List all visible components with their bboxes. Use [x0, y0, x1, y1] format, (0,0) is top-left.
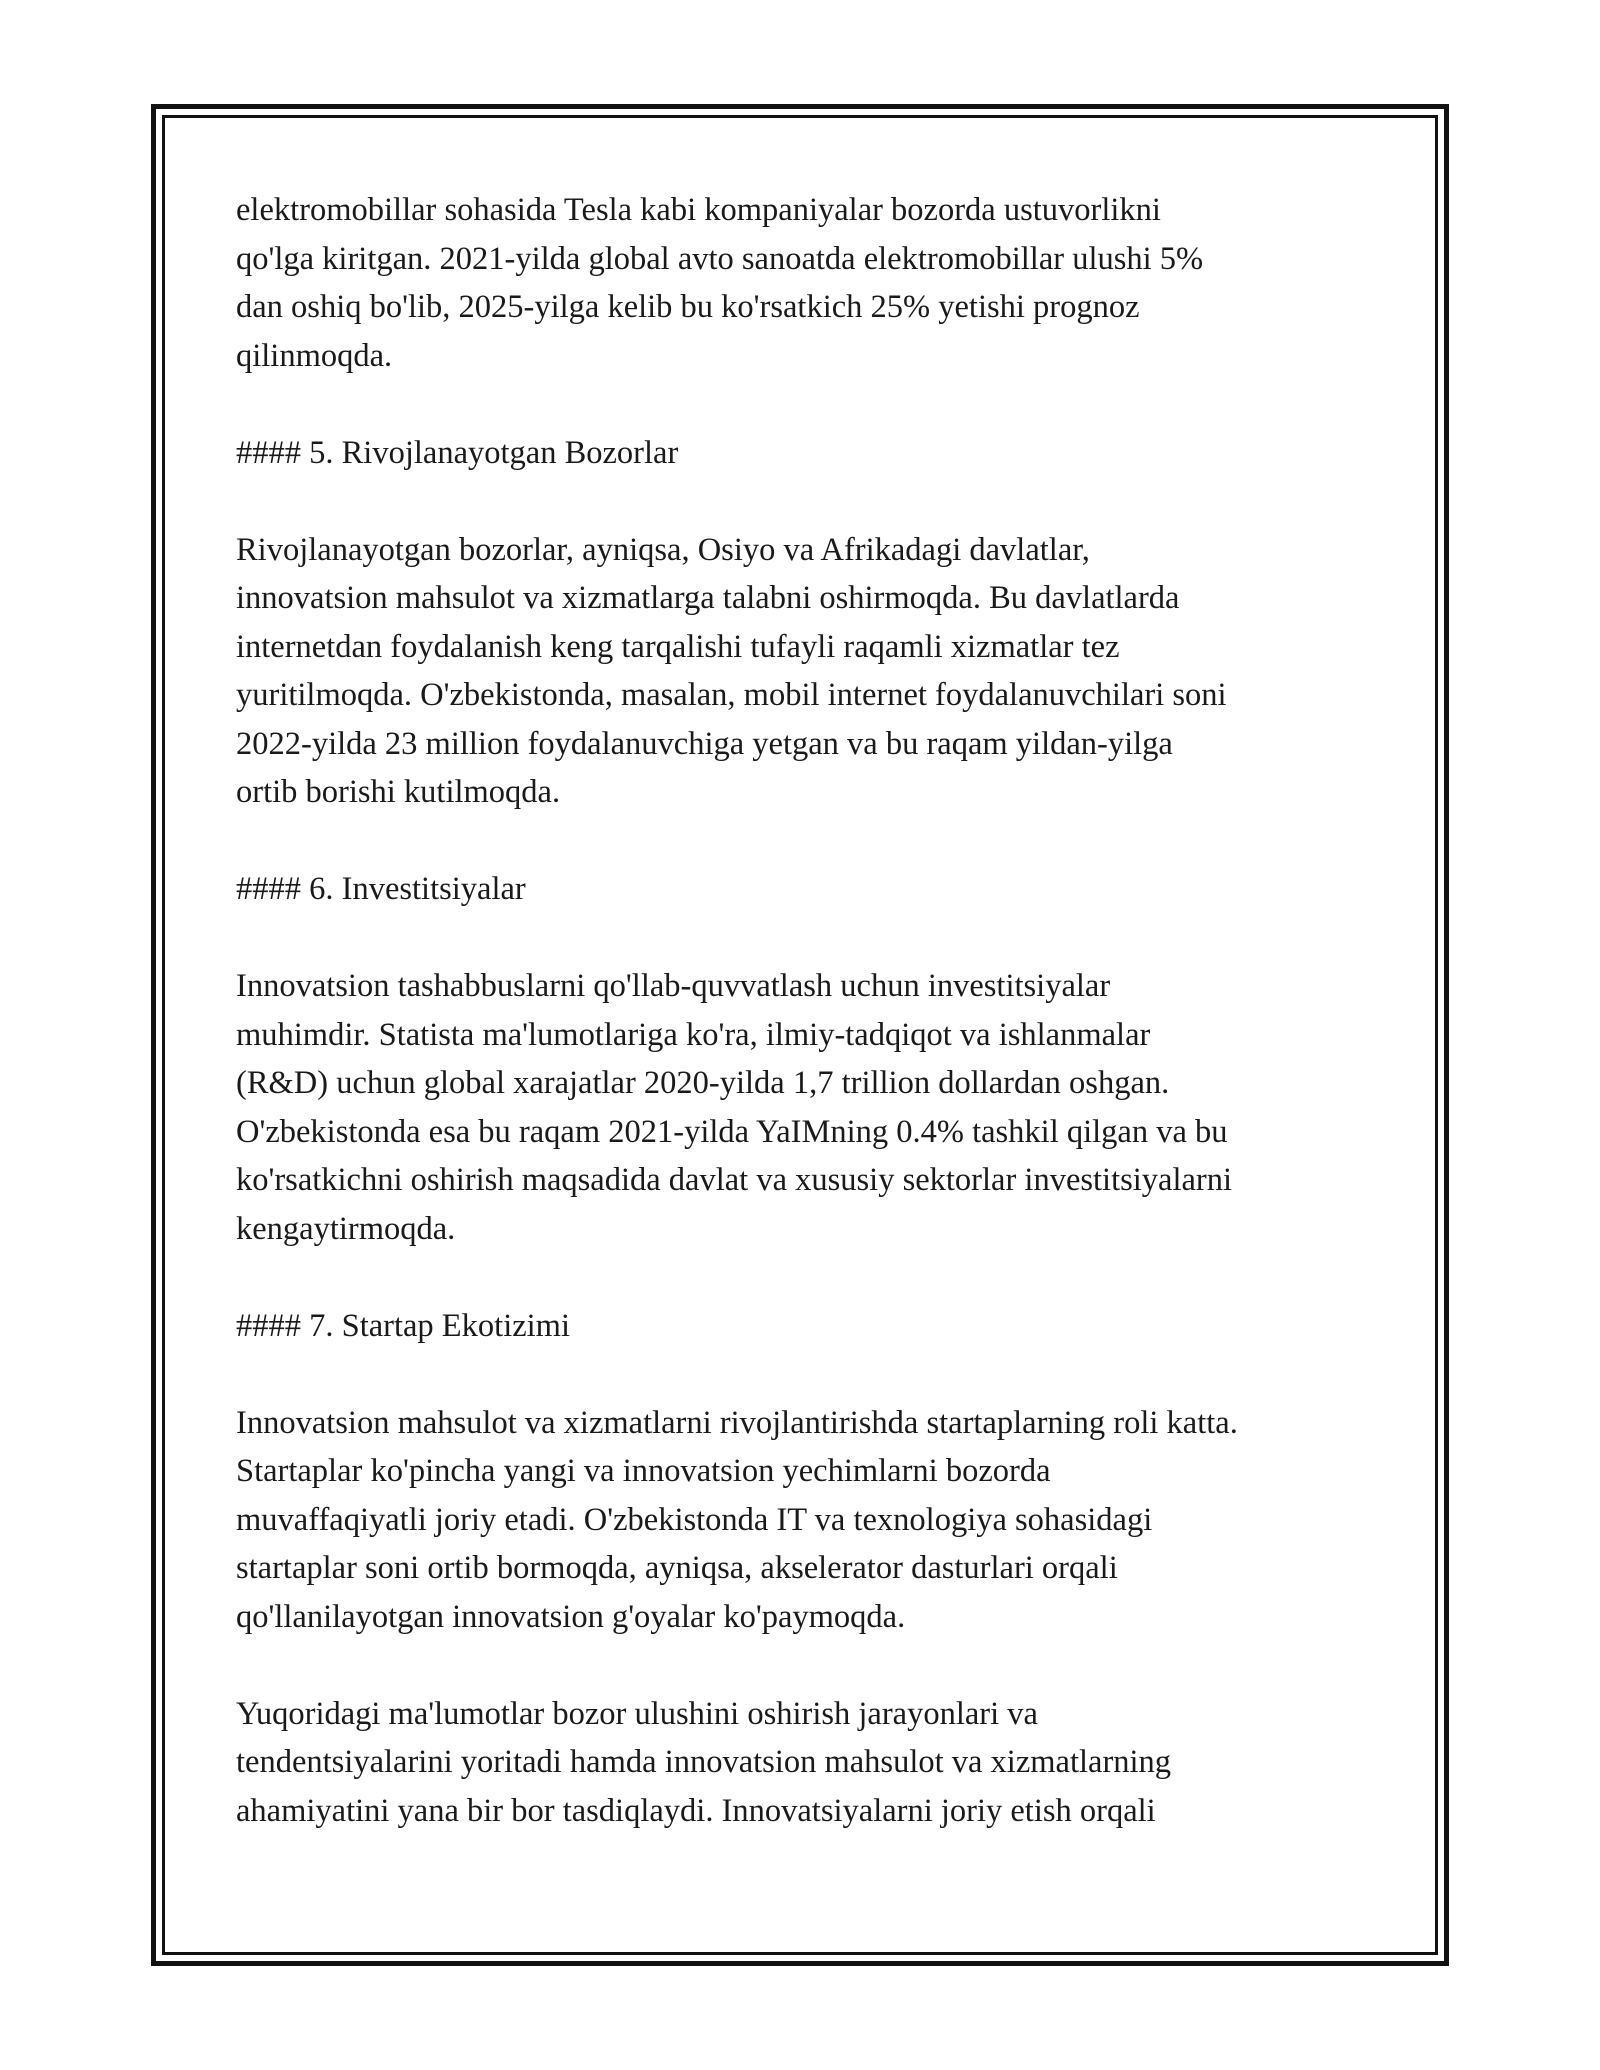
text-line: ahamiyatini yana bir bor tasdiqlaydi. Innovatsiyalarni joriy etish orqali — [236, 1792, 1156, 1829]
text-line: ortib borishi kutilmoqda. — [236, 774, 561, 810]
text-line: Rivojlanayotgan bozorlar, ayniqsa, Osiyo va Afrikadagi davlatlar, — [236, 531, 1090, 568]
section-heading-7: #### 7. Startap Ekotizimi — [236, 1307, 570, 1344]
text-line: qo'lga kiritgan. 2021-yilda global avto sanoatda elektromobillar ulushi 5% — [236, 240, 1204, 277]
text-line: ko'rsatkichni oshirish maqsadida davlat va xususiy sektorlar investitsiyalarni — [236, 1162, 1233, 1198]
text-line: elektromobillar sohasida Tesla kabi kompaniyalar bozorda ustuvorlikni — [236, 192, 1161, 228]
text-line: Yuqoridagi ma'lumotlar bozor ulushini oshirish jarayonlari va — [236, 1695, 1038, 1732]
text-line: Innovatsion tashabbuslarni qo'llab-quvvatlash uchun investitsiyalar — [236, 968, 1111, 1004]
text-line: internetdan foydalanish keng tarqalishi tufayli raqamli xizmatlar tez — [236, 628, 1120, 665]
paragraph-startup-ecosystem — [236, 1399, 1376, 1642]
text-line: 2022-yilda 23 million foydalanuvchiga yetgan va bu raqam yildan-yilga — [236, 725, 1173, 762]
text-line: O'zbekistonda esa bu raqam 2021-yilda YaIMning 0.4% tashkil qilgan va bu — [236, 1113, 1228, 1150]
paragraph-emerging-markets — [236, 526, 1376, 817]
section-heading-6: #### 6. Investitsiyalar — [236, 871, 526, 907]
text-line: tendentsiyalarini yoritadi hamda innovatsion mahsulot va xizmatlarning — [236, 1744, 1172, 1780]
text-line: dan oshiq bo'lib, 2025-yilga kelib bu ko'rsatkich 25% yetishi prognoz — [236, 289, 1140, 325]
section-heading-5: #### 5. Rivojlanayotgan Bozorlar — [236, 434, 679, 471]
paragraph-electric-vehicles — [236, 186, 1376, 380]
text-line: kengaytirmoqda. — [236, 1210, 456, 1247]
text-line: (R&D) uchun global xarajatlar 2020-yilda 1,7 trillion dollardan oshgan. — [236, 1065, 1170, 1101]
text-line: muvaffaqiyatli joriy etadi. O'zbekistonda IT va texnologiya sohasidagi — [236, 1501, 1153, 1538]
text-line: startaplar soni ortib bormoqda, ayniqsa, akselerator dasturlari orqali — [236, 1550, 1118, 1586]
document-body — [236, 186, 1376, 1884]
text-line: yuritilmoqda. O'zbekistonda, masalan, mobil internet foydalanuvchilari soni — [236, 677, 1227, 713]
paragraph-conclusion — [236, 1690, 1376, 1836]
text-line: qilinmoqda. — [236, 337, 393, 374]
paragraph-investments — [236, 962, 1376, 1253]
text-line: muhimdir. Statista ma'lumotlariga ko'ra, ilmiy-tadqiqot va ishlanmalar — [236, 1016, 1151, 1053]
text-line: innovatsion mahsulot va xizmatlarga talabni oshirmoqda. Bu davlatlarda — [236, 580, 1180, 616]
text-line: Startaplar ko'pincha yangi va innovatsion yechimlarni bozorda — [236, 1453, 1051, 1489]
text-line: qo'llanilayotgan innovatsion g'oyalar ko'paymoqda. — [236, 1598, 906, 1635]
text-line: Innovatsion mahsulot va xizmatlarni rivojlantirishda startaplarning roli katta. — [236, 1404, 1238, 1441]
